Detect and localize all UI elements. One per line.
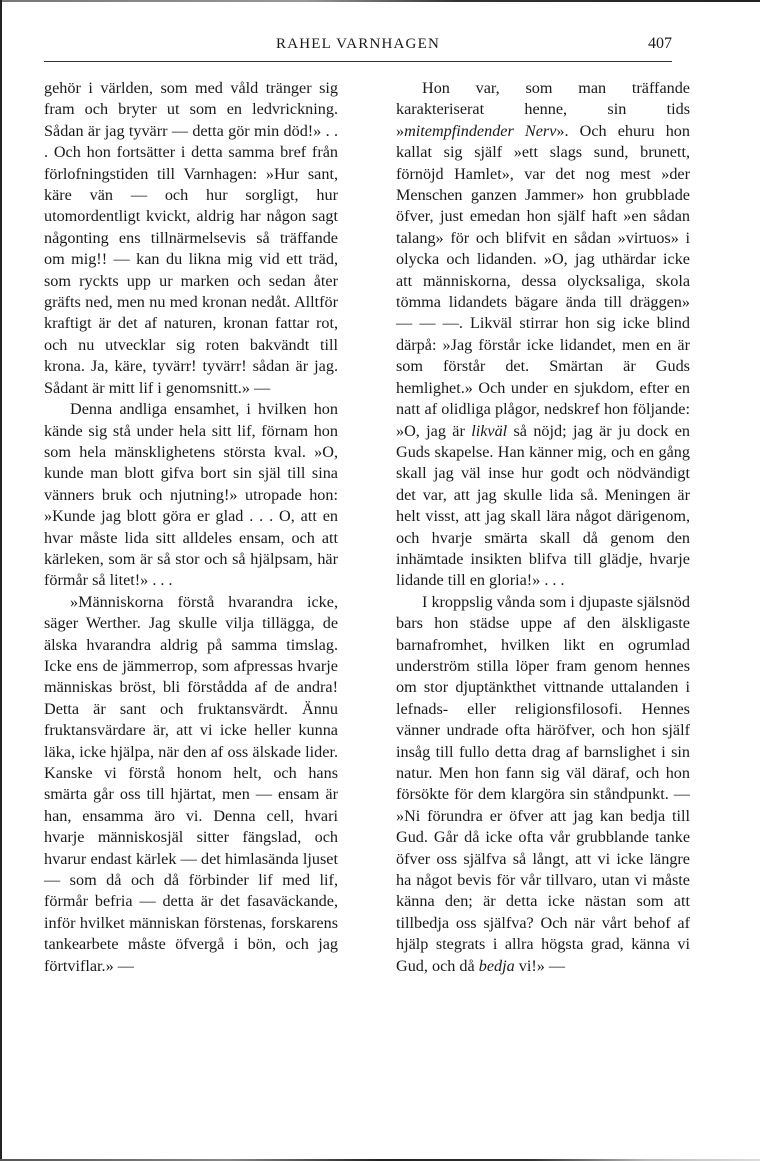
scan-edge-top xyxy=(0,0,760,2)
left-column xyxy=(44,78,338,977)
running-head xyxy=(44,30,672,62)
paragraph: »Människorna förstå hvarandra icke, säger Werther. Jag skulle vilja tillägga, de älska hvarandra aldrig på samma timslag. Icke ens de jämmerrop, som afpressas hvarje människas bröst, bli förstådda af de andra! Detta är sant och fruktansvärdt. Ännu fruktansvärdare är, att vi icke heller kunna läka, icke hjälpa, när den af oss älskade lider. Kanske vi förstå honom helt, och hans smärta går oss till hjärtat, men — ensam är han, ensamma äro vi. Denna cell, hvari hvarje människosjäl sitter fängslad, och hvarur endast kärlek — det himlasända ljuset — som då och då förbinder lif med lif, förmår befria — detta är det fasaväckande, inför hvilket människan förstenas, forskarens tankearbete måste öfvergå i bön, och jag förtviflar.» — xyxy=(44,592,338,975)
page-number: 407 xyxy=(648,35,672,52)
scan-edge-left xyxy=(0,0,2,1161)
text-run: så nöjd; jag är ju dock en Guds skapelse. Han känner mig, och en gång skall jag väl inse hur godt och nödvändigt det var, att jag skulle lida så. Meningen är helt visst, att jag skall lära något därigenom, och hvarje smärta skall då genom den inhämtade insikten blifva till glädje, hvarje lidande till en gloria!» . . . xyxy=(396,421,690,590)
paragraph: gehör i världen, som med våld tränger sig fram och bryter ut som en ledvrickning. Sådan är jag tyvärr — detta gör min död!» . . . Och hon fortsätter i detta samma bref från förlofningstiden till Varnhagen: »Hur sant, käre vän — och hur sorgligt, hur utomordentligt kvickt, aldrig har någon sagt någonting ens tillnärmelsevis så träffande om mig!! — kan du likna mig vid ett träd, som ryckts upp ur marken och sedan åter gräfts ned, men nu med kronan nedåt. Alltför kraftigt är det af naturen, kronan fattar rot, och nu utvecklar sig roten bakvändt till krona. Ja, käre, tyvärr! tyvärr! sådan är jag. Sådant är mitt lif i genomsnitt.» — xyxy=(44,79,338,397)
paragraph xyxy=(396,78,690,592)
text-run: I kroppslig vånda som i djupaste själsnöd bars hon städse uppe af den älskligaste barnafromhet, hvilken likt en ogrumlad underström stilla löper fram genom hennes om stor djuptänkthet vittnande uttalanden i lefnads- eller religionsfilosofi. Hennes vänner undrade ofta häröfver, och hon själf insåg till fullo detta drag af barnslighet i sin natur. Men hon fann sig väl däraf, och hon försökte för dem klargöra sin ståndpunkt. — »Ni förundra er öfver att jag kan bedja till Gud. Går då icke ofta vår grubblande tanke öfver oss själfva så långt, att vi icke längre ha något bevis för vår tillvaro, utan vi måste känna den; är detta icke nästan som att tillbedja oss själfva? Och när vårt behof af hjälp stegrats i allra högsta grad, känna vi Gud, och då xyxy=(396,592,690,975)
text-run: Hon var, som man träffande karakteriserat henne, sin tids » xyxy=(396,79,690,140)
text-run: ». Och ehuru hon kallat sig själf »ett slags sund, brunett, förnöjd Hamlet», var det nog mest »der Menschen ganzen Jammer» hon grubblade öfver, just emedan hon själf haft »en sådan talang» för och blifvit en sådan »virtuos» i olycka och lidanden. »O, jag uthärdar icke att människorna, dessa olycksaliga, skola tömma lidandets bägare ända till dräggen» — — —. Likväl stirrar hon sig icke blind därpå: »Jag förstår icke lidandet, men en är som förstår det. Smärtan är Guds hemlighet.» Och under en sjukdom, efter en natt af olidliga plågor, nedskref hon följande: »O, jag är xyxy=(396,121,690,440)
paragraph xyxy=(396,592,690,977)
text-run: vi!» — xyxy=(514,956,566,975)
italic-phrase: bedja xyxy=(478,956,515,975)
italic-phrase: mitempfindender Nerv xyxy=(404,121,557,140)
paragraph: Denna andliga ensamhet, i hvilken hon kände sig stå under hela sitt lif, förnam hon som hela mänsklighetens största kval. »O, kunde man blott gifva bort sin själ till sina vänners bruk och njutning!» utropade hon: »Kunde jag blott göra er glad . . . O, att en hvar måste lida sitt alldeles ensam, och att kärleken, som är så stor och så hjälpsam, här förmår så litet!» . . . xyxy=(44,400,338,590)
italic-phrase: likväl xyxy=(471,421,508,440)
running-title: RAHEL VARNHAGEN xyxy=(276,36,440,52)
right-column xyxy=(396,78,690,977)
header-rule xyxy=(44,61,672,62)
